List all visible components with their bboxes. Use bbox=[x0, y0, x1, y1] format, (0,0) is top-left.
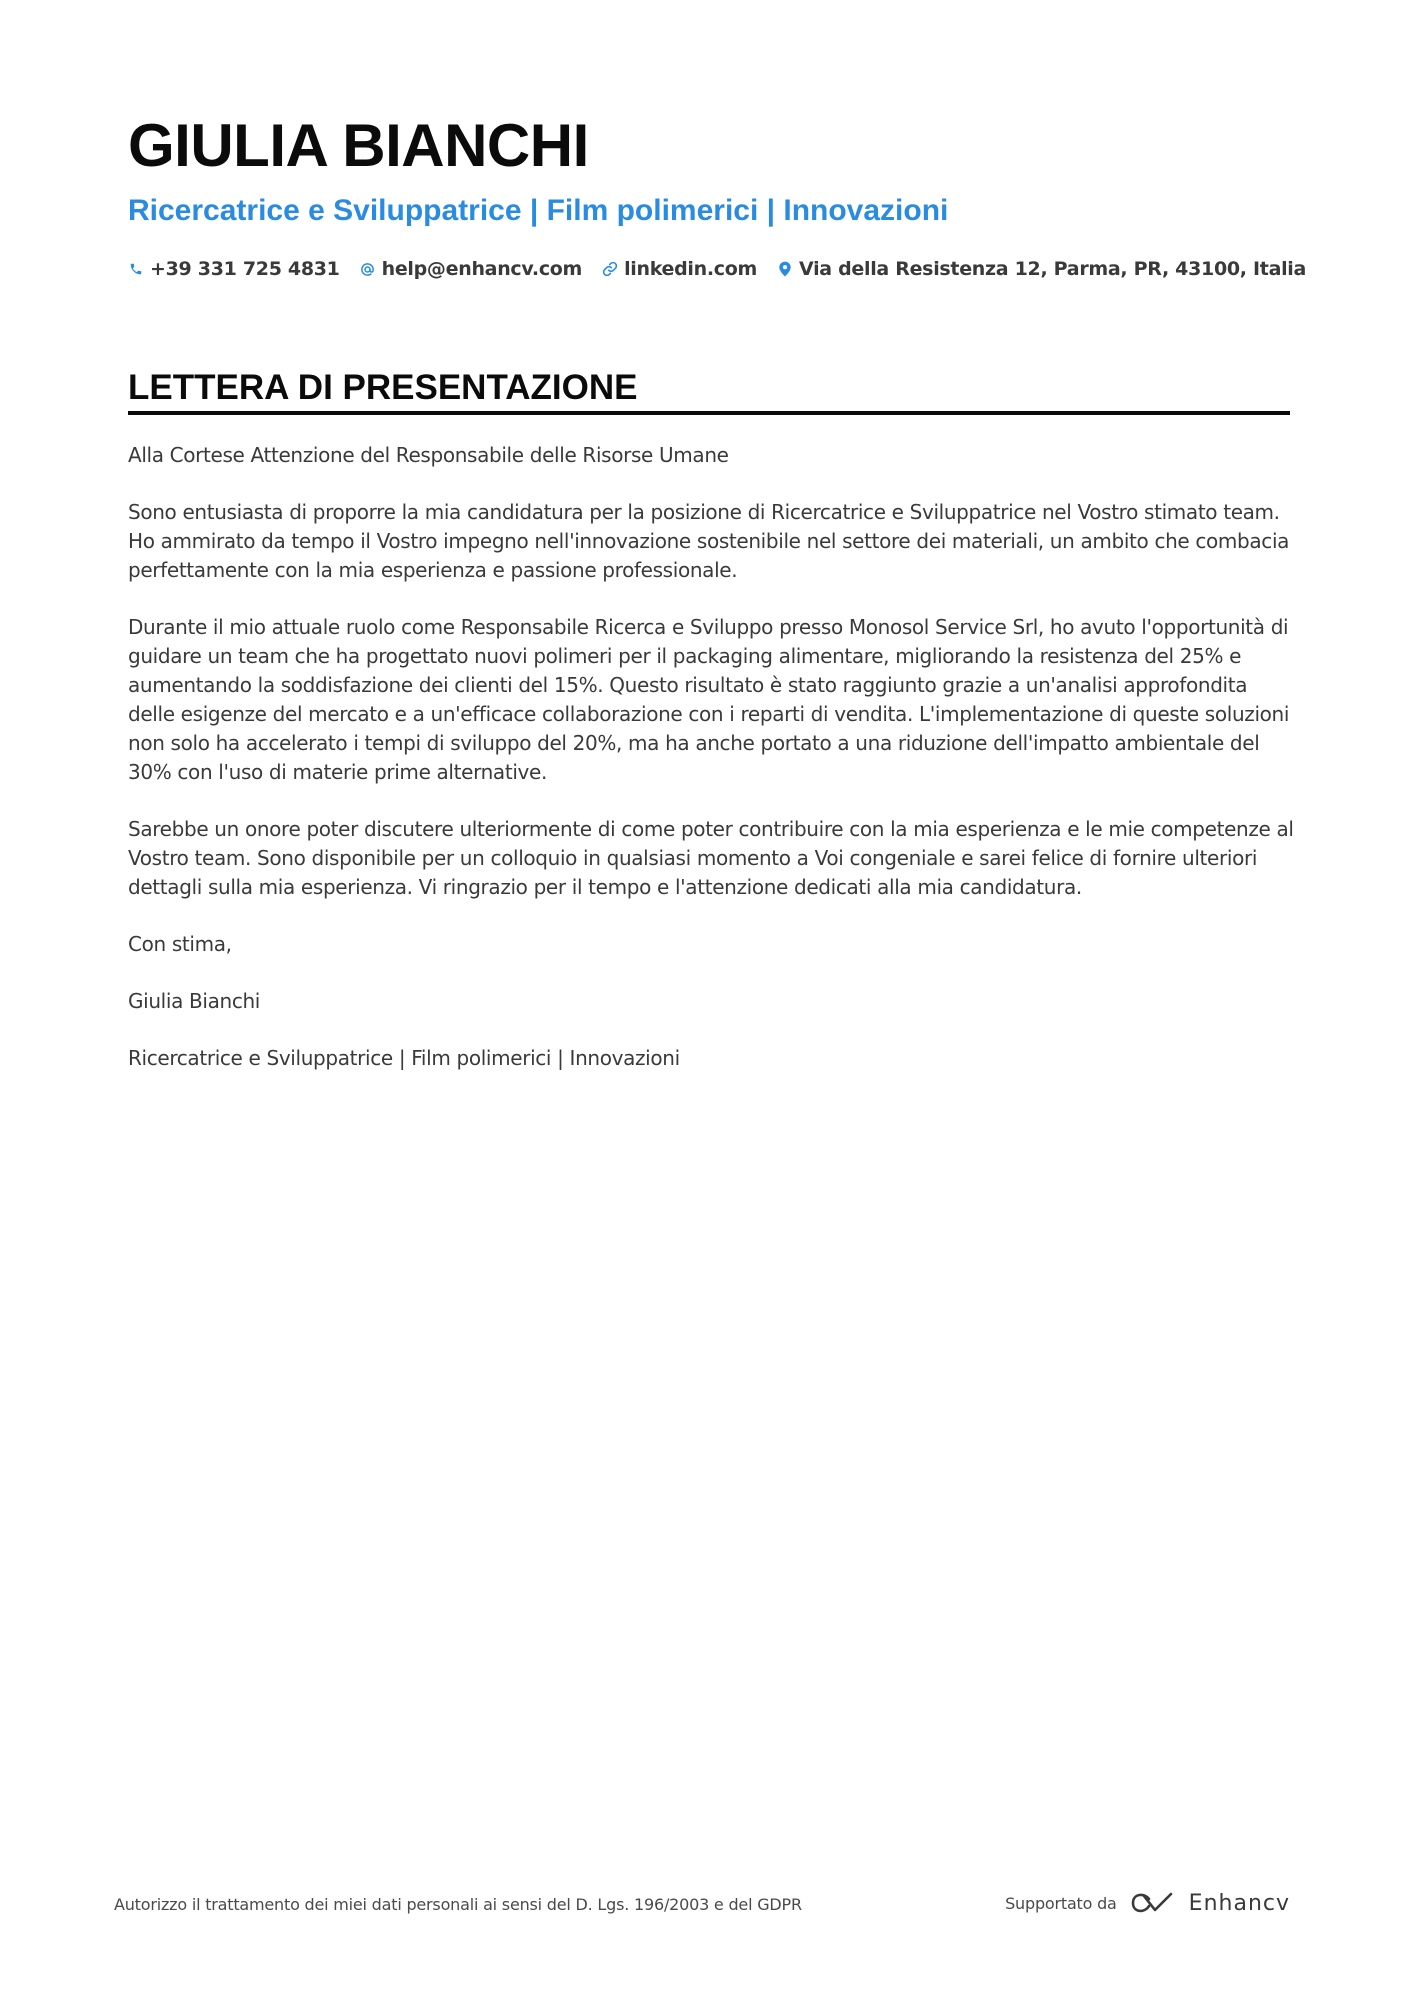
powered-by[interactable] bbox=[1005, 1886, 1290, 1920]
contact-website bbox=[602, 256, 757, 282]
signature-name: Giulia Bianchi bbox=[128, 989, 260, 1013]
location-pin-icon bbox=[777, 260, 793, 278]
candidate-headline: Ricercatrice e Sviluppatrice | Film polimerici | Innovazioni bbox=[128, 194, 949, 227]
privacy-consent-note: Autorizzo il trattamento dei miei dati personali ai sensi del D. Lgs. 196/2003 e del GDPR bbox=[114, 1895, 802, 1914]
contact-bar bbox=[128, 254, 1326, 284]
phone-icon bbox=[128, 260, 144, 278]
letter-body bbox=[128, 441, 1296, 1101]
signature-title: Ricercatrice e Sviluppatrice | Film polimerici | Innovazioni bbox=[128, 1046, 680, 1070]
candidate-name: GIULIA BIANCHI bbox=[128, 112, 589, 179]
letter-paragraph: Sono entusiasta di proporre la mia candidatura per la posizione di Ricercatrice e Sviluppatrice nel Vostro stimato team. Ho ammirato da tempo il Vostro impegno nell'innovazione sostenibile nel settore dei materiali, un ambito che combacia perfettamente con la mia esperienza e passione professionale. bbox=[128, 500, 1290, 582]
section-divider bbox=[128, 411, 1290, 415]
contact-email bbox=[360, 256, 582, 282]
brand-name: Enhancv bbox=[1188, 1890, 1290, 1916]
letter-paragraph: Sarebbe un onore poter discutere ulteriormente di come poter contribuire con la mia esperienza e le mie competenze al Vostro team. Sono disponibile per un colloquio in qualsiasi momento a Voi congeniale e sarei felice di fornire ulteriori dettagli sulla mia esperienza. Vi ringrazio per il tempo e l'attenzione dedicati alla mia candidatura. bbox=[128, 817, 1294, 899]
letter-paragraph: Durante il mio attuale ruolo come Responsabile Ricerca e Sviluppo presso Monosol Service Srl, ho avuto l'opportunità di guidare un team che ha progettato nuovi polimeri per il packaging alimentare, migliorando la resistenza del 25% e aumentando la soddisfazione dei clienti del 15%. Questo risultato è stato raggiunto grazie a un'analisi approfondita delle esigenze del mercato e a un'efficace collaborazione con i reparti di vendita. L'implementazione di queste soluzioni non solo ha accelerato i tempi di sviluppo del 20%, ma ha anche portato a una riduzione dell'impatto ambientale del 30% con l'uso di materie prime alternative. bbox=[128, 615, 1290, 784]
website-link[interactable]: linkedin.com bbox=[624, 258, 757, 280]
supported-by-label: Supportato da bbox=[1005, 1893, 1117, 1913]
at-icon bbox=[360, 260, 376, 278]
link-icon bbox=[602, 260, 618, 278]
postal-address: Via della Resistenza 12, Parma, PR, 43100, Italia bbox=[799, 258, 1307, 280]
section-title: LETTERA DI PRESENTAZIONE bbox=[128, 368, 638, 407]
enhancv-logo-icon bbox=[1129, 1890, 1175, 1916]
letter-closing: Con stima, bbox=[128, 932, 232, 956]
email-address[interactable]: help@enhancv.com bbox=[381, 258, 583, 280]
contact-address bbox=[777, 256, 1306, 282]
contact-phone bbox=[128, 256, 340, 282]
phone-number: +39 331 725 4831 bbox=[150, 258, 340, 280]
letter-salutation: Alla Cortese Attenzione del Responsabile delle Risorse Umane bbox=[128, 443, 729, 467]
